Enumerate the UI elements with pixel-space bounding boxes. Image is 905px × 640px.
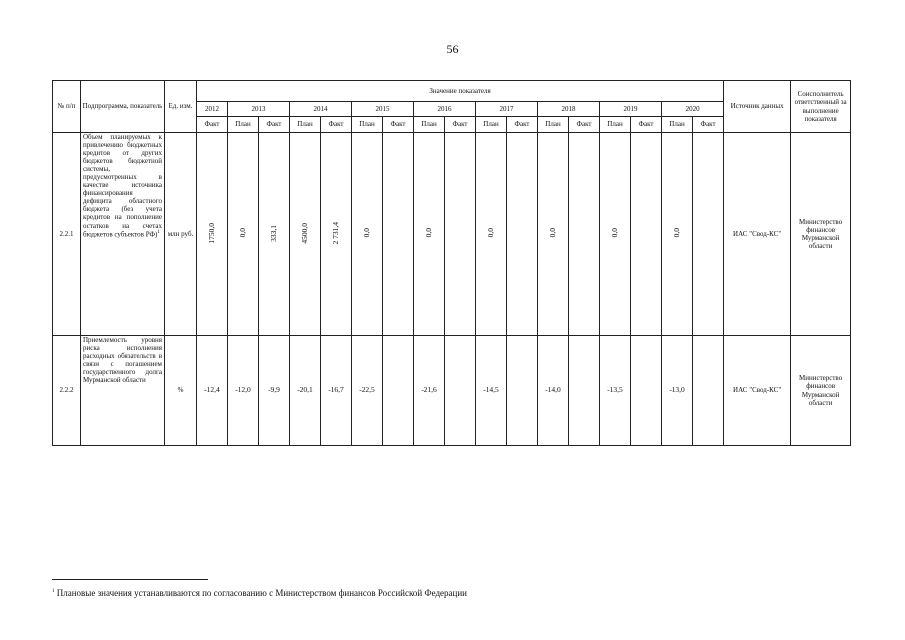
plan-fact-label: План [414,117,445,133]
value-cell: -13,5 [600,336,631,446]
header-row-group [53,81,851,102]
value-cell: -16,7 [321,336,352,446]
value-cell [383,133,414,336]
responsible-cell: Министерство финансов Мурманской области [791,336,851,446]
value-text: 4500,0 [299,222,309,244]
header-value-group: Значение показателя [197,81,724,102]
value-cell [631,133,662,336]
value-text: 0,0 [671,228,681,238]
plan-fact-label: План [538,117,569,133]
year-2015: 2015 [352,102,414,117]
unit-cell: млн руб. [165,133,197,336]
value-text: 333,1 [268,224,278,242]
year-2017: 2017 [476,102,538,117]
plan-fact-label: План [600,117,631,133]
year-2019: 2019 [600,102,662,117]
value-cell [259,133,290,336]
plan-fact-label: План [290,117,321,133]
value-cell [662,133,693,336]
value-text: 0,0 [547,228,557,238]
plan-fact-label: Факт [631,117,662,133]
row-number: 2.2.2 [53,336,81,446]
footnote-number: 1 [52,589,55,594]
value-cell: -22,5 [352,336,383,446]
indicator-table [52,80,851,446]
value-cell: -21,6 [414,336,445,446]
value-cell [631,336,662,446]
value-text: 1750,0 [206,222,216,244]
plan-fact-label: Факт [259,117,290,133]
year-2014: 2014 [290,102,352,117]
plan-fact-label: План [662,117,693,133]
year-2012: 2012 [197,102,228,117]
value-cell: -13,0 [662,336,693,446]
plan-fact-label: Факт [507,117,538,133]
value-cell [507,133,538,336]
value-cell [569,336,600,446]
footnote [52,588,467,598]
plan-fact-label: Факт [445,117,476,133]
value-text: 0,0 [485,228,495,238]
value-cell [693,133,724,336]
value-cell [445,133,476,336]
header-num: № п/п [53,81,81,133]
value-cell [352,133,383,336]
value-cell [693,336,724,446]
value-cell [569,133,600,336]
unit-cell: % [165,336,197,446]
value-cell: -14,0 [538,336,569,446]
footnote-text: Плановые значения устанавливаются по согласованию с Министерством финансов Российской Федерации [56,588,467,598]
plan-fact-label: План [476,117,507,133]
year-2018: 2018 [538,102,600,117]
value-cell [445,336,476,446]
value-cell [383,336,414,446]
value-text: 0,0 [609,228,619,238]
value-cell [476,133,507,336]
responsible-cell: Министерство финансов Мурманской области [791,133,851,336]
plan-fact-label: План [352,117,383,133]
year-2016: 2016 [414,102,476,117]
value-cell [321,133,352,336]
value-cell [228,133,259,336]
value-cell [538,133,569,336]
value-text: 0,0 [237,228,247,238]
header-unit: Ед. изм. [165,81,197,133]
value-text: 0,0 [361,228,371,238]
value-cell [197,133,228,336]
plan-fact-label: Факт [693,117,724,133]
value-cell [414,133,445,336]
year-2013: 2013 [228,102,290,117]
header-subprogram: Подпрограмма, показатель [81,81,165,133]
footnote-marker: 1 [157,229,160,235]
year-2020: 2020 [662,102,724,117]
value-cell: -12,0 [228,336,259,446]
value-cell: -12,4 [197,336,228,446]
value-text: 2 731,4 [330,221,340,245]
indicator-name [81,133,165,336]
table-row [53,336,851,446]
plan-fact-label: План [228,117,259,133]
footnote-divider [52,579,208,580]
plan-fact-label: Факт [197,117,228,133]
plan-fact-label: Факт [321,117,352,133]
value-cell [600,133,631,336]
indicator-name: Приемлемость уровня риска исполнения расходных обязательств в связи с погашением государственного долга Мурманской области [81,336,165,446]
value-cell [290,133,321,336]
plan-fact-label: Факт [569,117,600,133]
source-cell: ИАС "Свод-КС" [724,133,791,336]
value-cell [507,336,538,446]
table-row [53,133,851,336]
header-source: Источник данных [724,81,791,133]
plan-fact-label: Факт [383,117,414,133]
value-cell: -14,5 [476,336,507,446]
source-cell: ИАС "Свод-КС" [724,336,791,446]
header-responsible: Соисполнитель ответственный за выполнение показателя [791,81,851,133]
value-cell: -9,9 [259,336,290,446]
value-cell: -20,1 [290,336,321,446]
page-number: 56 [446,42,459,56]
row-number: 2.2.1 [53,133,81,336]
indicator-text: Объем планируемых к привлечению бюджетных кредитов от других бюджетов бюджетной системы, предусмотренных в качестве источника финансирования дефицита областного бюджета (без учета кредитов на пополнение остатков на счетах бюджетов субъектов РФ) [83,133,162,238]
value-text: 0,0 [423,228,433,238]
